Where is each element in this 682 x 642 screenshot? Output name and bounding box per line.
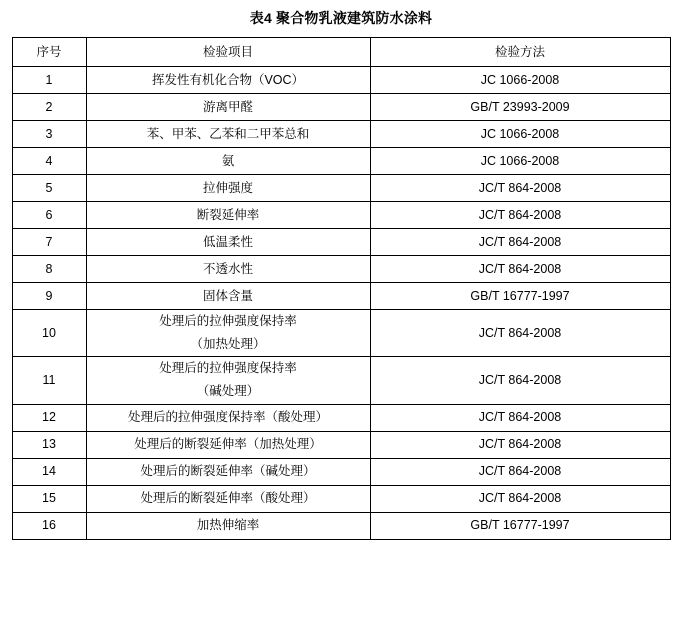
table-row: [12, 256, 670, 283]
column-header-item: 检验项目: [86, 38, 370, 67]
cell-no: 1: [12, 67, 86, 94]
cell-no: 6: [12, 202, 86, 229]
cell-item-line1: 处理后的拉伸强度保持率: [159, 314, 297, 328]
table-row: [12, 121, 670, 148]
cell-no: 11: [12, 357, 86, 404]
table-row: [12, 148, 670, 175]
cell-item: 游离甲醛: [86, 94, 370, 121]
cell-no: 7: [12, 229, 86, 256]
cell-item-line2: （加热处理）: [190, 337, 266, 352]
cell-no: 3: [12, 121, 86, 148]
cell-item: 低温柔性: [86, 229, 370, 256]
table-row: [12, 67, 670, 94]
cell-no: 14: [12, 458, 86, 485]
cell-method: GB/T 23993-2009: [370, 94, 670, 121]
column-header-method: 检验方法: [370, 38, 670, 67]
table-row: [12, 458, 670, 485]
cell-no: 13: [12, 431, 86, 458]
cell-no: 2: [12, 94, 86, 121]
cell-method: JC/T 864-2008: [370, 256, 670, 283]
cell-item: 不透水性: [86, 256, 370, 283]
inspection-items-table: [12, 37, 671, 540]
table-row: [12, 94, 670, 121]
cell-item: 苯、甲苯、乙苯和二甲苯总和: [86, 121, 370, 148]
cell-no: 9: [12, 283, 86, 310]
table-header-row: [12, 38, 670, 67]
cell-method: JC 1066-2008: [370, 67, 670, 94]
table-row: [12, 431, 670, 458]
cell-method: JC/T 864-2008: [370, 357, 670, 404]
cell-method: JC 1066-2008: [370, 121, 670, 148]
cell-method: GB/T 16777-1997: [370, 283, 670, 310]
cell-method: JC/T 864-2008: [370, 485, 670, 512]
cell-method: JC 1066-2008: [370, 148, 670, 175]
table-row: [12, 512, 670, 539]
cell-method: JC/T 864-2008: [370, 404, 670, 431]
cell-method: JC/T 864-2008: [370, 458, 670, 485]
cell-method: JC/T 864-2008: [370, 175, 670, 202]
cell-item: 处理后的断裂延伸率（酸处理）: [86, 485, 370, 512]
table-row: [12, 404, 670, 431]
cell-item-line2: （碱处理）: [196, 384, 260, 399]
table-row: [12, 229, 670, 256]
table-row: [12, 357, 670, 404]
cell-item: 处理后的拉伸强度保持率（酸处理）: [86, 404, 370, 431]
column-header-no: 序号: [12, 38, 86, 67]
cell-item: 处理后的断裂延伸率（加热处理）: [86, 431, 370, 458]
cell-method: GB/T 16777-1997: [370, 512, 670, 539]
cell-item: [86, 357, 370, 404]
cell-item: 挥发性有机化合物（VOC）: [86, 67, 370, 94]
cell-item: [86, 310, 370, 357]
cell-item: 拉伸强度: [86, 175, 370, 202]
table-title: 表4 聚合物乳液建筑防水涂料: [249, 10, 433, 26]
cell-method: JC/T 864-2008: [370, 202, 670, 229]
cell-item: 固体含量: [86, 283, 370, 310]
table-row: [12, 175, 670, 202]
table-row: [12, 310, 670, 357]
cell-item: 处理后的断裂延伸率（碱处理）: [86, 458, 370, 485]
cell-no: 10: [12, 310, 86, 357]
cell-no: 16: [12, 512, 86, 539]
cell-item: 断裂延伸率: [86, 202, 370, 229]
cell-item: 加热伸缩率: [86, 512, 370, 539]
cell-no: 4: [12, 148, 86, 175]
cell-item-line1: 处理后的拉伸强度保持率: [159, 361, 297, 376]
table-row: [12, 485, 670, 512]
cell-item: 氨: [86, 148, 370, 175]
table-row: [12, 202, 670, 229]
cell-no: 15: [12, 485, 86, 512]
table-row: [12, 283, 670, 310]
cell-no: 8: [12, 256, 86, 283]
cell-method: JC/T 864-2008: [370, 431, 670, 458]
cell-method: JC/T 864-2008: [370, 229, 670, 256]
cell-no: 12: [12, 404, 86, 431]
cell-method: JC/T 864-2008: [370, 310, 670, 357]
cell-no: 5: [12, 175, 86, 202]
